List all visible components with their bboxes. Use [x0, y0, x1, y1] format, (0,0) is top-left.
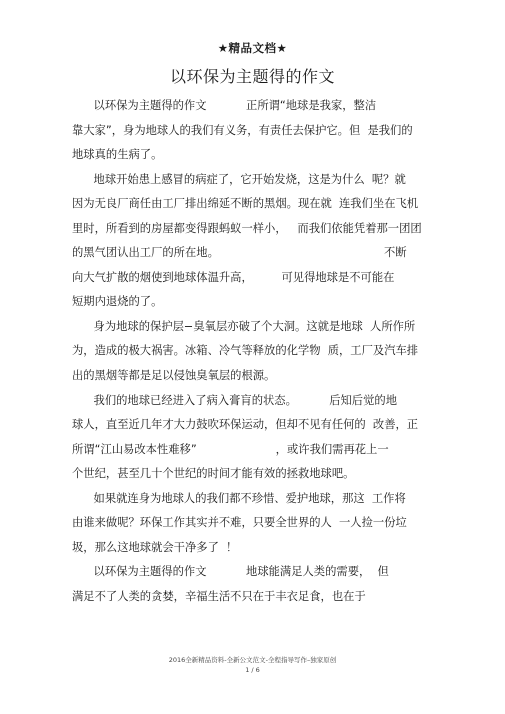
body-line: 圾，那么这地球就会干净多了 ！: [72, 540, 238, 554]
body-line: 身为地球的保护层−臭氧层亦破了个大洞。这就是地球 人所作所: [72, 319, 416, 333]
body-line: 球人，直至近几年才大力鼓吹环保运动，但却不见有任何的 改善，正: [72, 418, 419, 432]
body-line: 短期内退烧的了。: [72, 295, 163, 309]
body-line: 我们的地球已经进入了病入膏肓的状态。 后知后觉的地: [72, 393, 397, 407]
body-line: 靠大家”，身为地球人的我们有义务，有责任去保护它。但 是我们的: [72, 123, 413, 137]
body-line: 地球真的生病了。: [72, 148, 163, 162]
body-line: 满足不了人类的贪婪，辛福生活不只在于丰衣足食，也在于: [72, 589, 366, 603]
body-line: 地球开始患上感冒的病症了，它开始发烧，这是为什么 呢？就: [72, 172, 406, 186]
body-line: 出的黑烟等都是足以侵蚀臭氧层的根源。: [72, 369, 276, 383]
body-line: 如果就连身为地球人的我们都不珍惜、爱护地球，那这 工作将: [72, 491, 406, 505]
header-mark: ★精品文档★: [217, 41, 288, 55]
body-line: 以环保为主题得的作文 地球能满足人类的需要， 但: [72, 565, 389, 579]
body-line: 由谁来做呢？环保工作其实并不难，只要全世界的人 一人捡一份垃: [72, 516, 407, 530]
body-line: 的黑气团认出工厂的所在地。 不断: [72, 246, 407, 260]
body-line: 因为无良厂商任由工厂排出绵延不断的黑烟。现在就 连我们坐在飞机: [72, 197, 419, 211]
body-line: 为，造成的极大祸害。冰箱、冷气等释放的化学物 质，工厂及汽车排: [72, 344, 419, 358]
body-line: 里时，所看到的房屋都变得跟蚂蚁一样小， 而我们依能凭着那一团团: [72, 221, 422, 235]
body-line: 以环保为主题得的作文 正所谓“地球是我家，整洁: [72, 99, 377, 112]
body-line: 所谓“江山易改本性难移” ，或许我们需再花上一: [72, 442, 389, 456]
page-number: 1 / 6: [245, 666, 260, 674]
body-line: 向大气扩散的烟使到地球体温升高， 可见得地球是不可能在: [72, 270, 395, 284]
footer-note: 2016全新精品资料-全新公文范文-全程指导写作–独家原创: [168, 656, 337, 664]
body-text: [72, 94, 444, 609]
document-title: 以环保为主题得的作文: [169, 67, 335, 86]
body-line: 个世纪，甚至几十个世纪的时间才能有效的拯救地球吧。: [72, 467, 355, 481]
